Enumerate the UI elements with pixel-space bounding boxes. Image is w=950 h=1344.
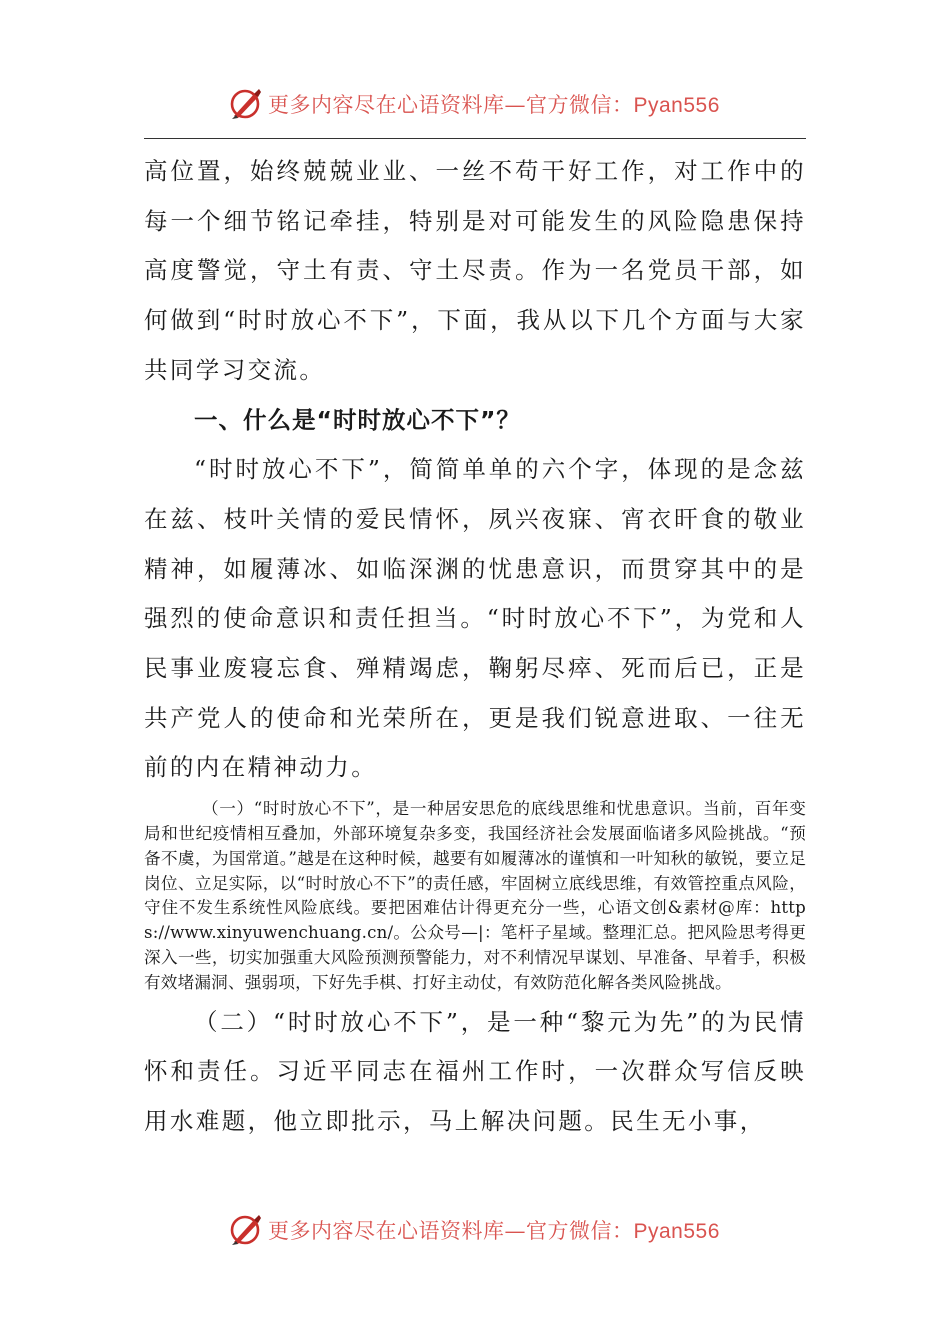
header-banner <box>228 84 720 124</box>
section-heading: 一、什么是“时时放心不下”？ <box>194 405 521 434</box>
paragraph: （二）“时时放心不下”，是一种“黎元为先”的为民情怀和责任。习近平同志在福州工作时，一次群众写信反映用水难题，他立即批示，马上解决问题。民生无小事， <box>144 1007 806 1135</box>
pen-logo-icon <box>228 86 264 122</box>
document-body <box>144 147 806 1147</box>
banner-handle: Pyan556 <box>633 1220 720 1243</box>
paragraph-small: （一）“时时放心不下”，是一种居安思危的底线思维和忧患意识。当前，百年变局和世纪疫情相互叠加，外部环境复杂多变，我国经济社会发展面临诸多风险挑战。“预备不虞，为国常道。”越是在这种时候，越要有如履薄冰的谨慎和一叶知秋的敏锐，要立足岗位、立足实际，以“时时放心不下”的责任感，牢固树立底线思维，有效管控重点风险，守住不发生系统性风险底线。要把困难估计得更充分一些，心语文创&素材@库：https://www.xinyuwenchuang.cn/。公众号—|：笔杆子星域。整理汇总。把风险思考得更深入一些，切实加强重大风险预测预警能力，对不利情况早谋划、早准备、早着手，积极有效堵漏洞、强弱项，下好先手棋、打好主动仗，有效防范化解各类风险挑战。 <box>144 799 806 992</box>
banner-text: 更多内容尽在心语资料库—官方微信：Pyan556 <box>268 93 720 117</box>
pen-logo-icon <box>228 1212 264 1248</box>
banner-handle: Pyan556 <box>633 94 720 117</box>
footer-banner <box>228 1210 720 1250</box>
paragraph-continued: 高位置，始终兢兢业业、一丝不苟干好工作，对工作中的每一个细节铭记牵挂，特别是对可能发生的风险隐患保持高度警觉，守土有责、守土尽责。作为一名党员干部，如何做到“时时放心不下”，下面，我从以下几个方面与大家共同学习交流。 <box>144 157 806 384</box>
banner-text: 更多内容尽在心语资料库—官方微信：Pyan556 <box>268 1219 720 1243</box>
header-rule <box>144 138 806 139</box>
paragraph: “时时放心不下”，简简单单的六个字，体现的是念兹在兹、枝叶关情的爱民情怀，夙兴夜寐、宵衣旰食的敬业精神，如履薄冰、如临深渊的忧患意识，而贯穿其中的是强烈的使命意识和责任担当。“时时放心不下”，为党和人民事业废寝忘食、殚精竭虑，鞠躬尽瘁、死而后已，正是共产党人的使命和光荣所在，更是我们锐意进取、一往无前的内在精神动力。 <box>144 455 806 782</box>
